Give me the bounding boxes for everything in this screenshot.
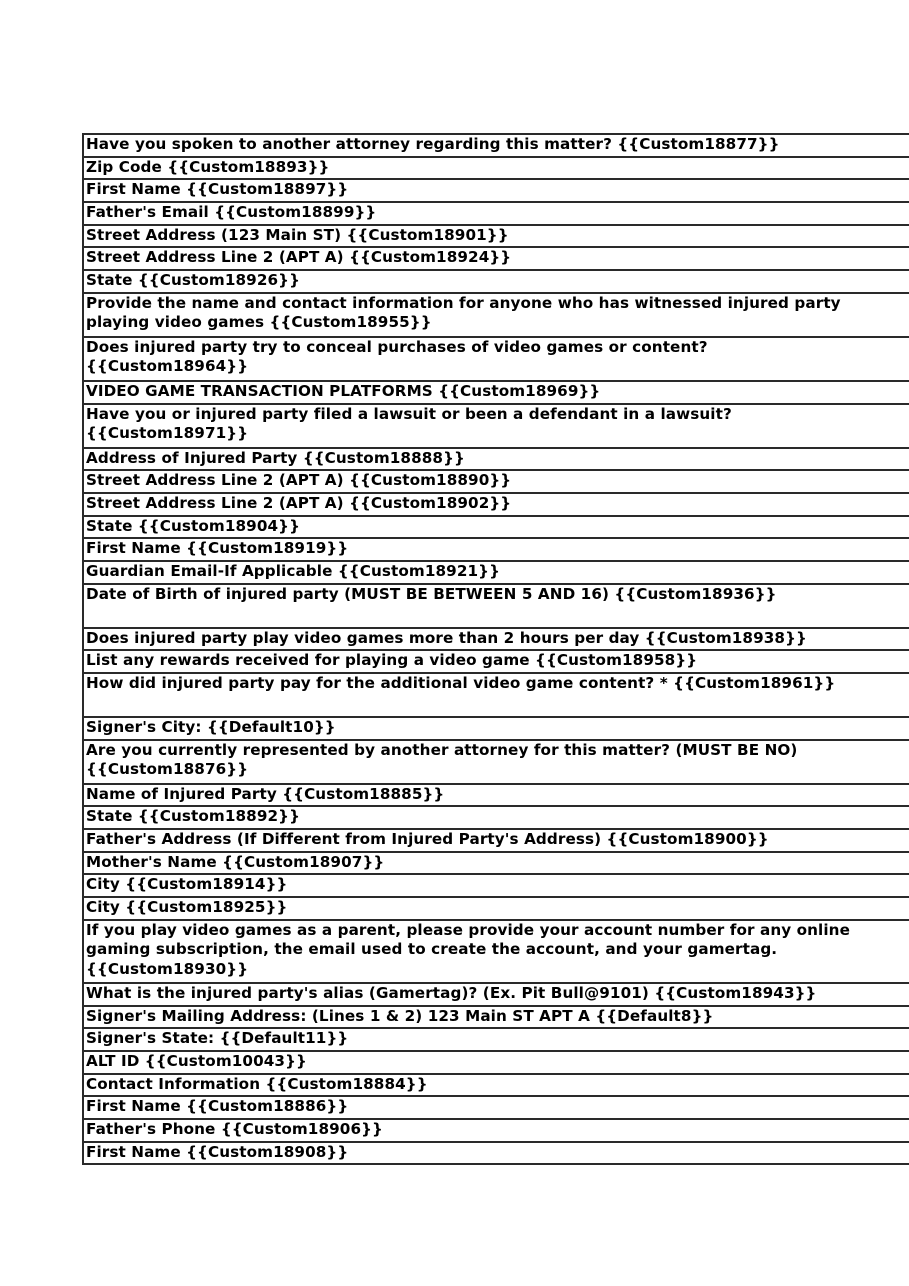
field-label-cell: Are you currently represented by another attorney for this matter? (MUST BE NO) {{Custom18876}} — [86, 740, 798, 779]
field-label-cell: What is the injured party's alias (Gamertag)? (Ex. Pit Bull@9101) {{Custom18943}} — [86, 983, 817, 1002]
field-table — [82, 133, 909, 1165]
table-row — [84, 405, 909, 449]
field-label-cell: Name of Injured Party {{Custom18885}} — [86, 784, 445, 803]
field-label-cell: Have you spoken to another attorney regarding this matter? {{Custom18877}} — [86, 135, 780, 153]
table-row — [84, 830, 909, 853]
table-row — [84, 539, 909, 562]
table-row — [84, 180, 909, 203]
field-label-cell: Signer's City: {{Default10}} — [86, 718, 336, 736]
table-row — [84, 562, 909, 585]
field-label-cell: First Name {{Custom18886}} — [86, 1097, 349, 1116]
table-row — [84, 898, 909, 921]
table-row — [84, 718, 909, 741]
field-label-cell: First Name {{Custom18919}} — [86, 539, 349, 558]
table-row — [84, 271, 909, 294]
field-label-cell: How did injured party pay for the additional video game content? * {{Custom18961}} — [86, 674, 836, 692]
table-row — [84, 921, 909, 984]
table-row — [84, 1029, 909, 1052]
field-label-cell: First Name {{Custom18908}} — [86, 1142, 349, 1161]
table-row — [84, 984, 909, 1007]
field-label-cell: Have you or injured party filed a lawsuit or been a defendant in a lawsuit? {{Custom18971}} — [86, 404, 732, 442]
table-row — [84, 875, 909, 898]
field-label-cell: Contact Information {{Custom18884}} — [86, 1074, 428, 1093]
table-row — [84, 226, 909, 249]
table-row — [84, 449, 909, 472]
table-row — [84, 741, 909, 785]
table-row — [84, 585, 909, 629]
table-row — [84, 494, 909, 517]
field-label-cell: State {{Custom18904}} — [86, 516, 300, 535]
table-row — [84, 294, 909, 338]
field-label-cell: Signer's State: {{Default11}} — [86, 1029, 349, 1048]
field-label-cell: Father's Address (If Different from Injured Party's Address) {{Custom18900}} — [86, 830, 769, 849]
field-label-cell: Street Address (123 Main ST) {{Custom18901}} — [86, 225, 509, 244]
field-label-cell: State {{Custom18892}} — [86, 807, 300, 826]
table-row — [84, 674, 909, 718]
table-row — [84, 517, 909, 540]
table-row — [84, 135, 909, 158]
field-label-cell: Does injured party try to conceal purchases of video games or content? {{Custom18964}} — [86, 337, 708, 376]
field-label-cell: City {{Custom18914}} — [86, 875, 288, 894]
table-row — [84, 651, 909, 674]
field-label-cell: List any rewards received for playing a video game {{Custom18958}} — [86, 651, 698, 670]
field-label-cell: Father's Email {{Custom18899}} — [86, 203, 377, 222]
field-label-cell: First Name {{Custom18897}} — [86, 180, 349, 199]
field-label-cell: Street Address Line 2 (APT A) {{Custom18890}} — [86, 471, 512, 490]
table-row — [84, 382, 909, 405]
field-label-cell: Provide the name and contact information for anyone who has witnessed injured party playing video games {{Custom18955}} — [86, 293, 841, 332]
field-label-cell: Street Address Line 2 (APT A) {{Custom18902}} — [86, 493, 512, 512]
table-row — [84, 1075, 909, 1098]
table-row — [84, 785, 909, 808]
table-row — [84, 338, 909, 382]
field-label-cell: Signer's Mailing Address: (Lines 1 & 2) 123 Main ST APT A {{Default8}} — [86, 1006, 714, 1025]
table-row — [84, 1120, 909, 1143]
field-label-cell: State {{Custom18926}} — [86, 271, 300, 290]
field-label-cell: Father's Phone {{Custom18906}} — [86, 1119, 383, 1138]
table-row — [84, 158, 909, 181]
field-label-cell: Zip Code {{Custom18893}} — [86, 157, 330, 176]
table-row — [84, 471, 909, 494]
field-label-cell: If you play video games as a parent, please provide your account number for any online gaming subscription, the email used to create the account, and your gamertag. {{Custom18930}} — [86, 920, 850, 978]
table-row — [84, 1007, 909, 1030]
field-label-cell: Guardian Email-If Applicable {{Custom18921}} — [86, 561, 500, 580]
table-row — [84, 807, 909, 830]
table-row — [84, 853, 909, 876]
table-row — [84, 203, 909, 226]
field-label-cell: City {{Custom18925}} — [86, 898, 288, 917]
table-row — [84, 1097, 909, 1120]
field-label-cell: Street Address Line 2 (APT A) {{Custom18924}} — [86, 248, 512, 267]
table-row — [84, 1052, 909, 1075]
field-label-cell: VIDEO GAME TRANSACTION PLATFORMS {{Custom18969}} — [86, 381, 601, 400]
table-row — [84, 1143, 909, 1166]
field-label-cell: Mother's Name {{Custom18907}} — [86, 852, 385, 871]
field-label-cell: Does injured party play video games more than 2 hours per day {{Custom18938}} — [86, 628, 807, 647]
table-row — [84, 629, 909, 652]
field-label-cell: Date of Birth of injured party (MUST BE BETWEEN 5 AND 16) {{Custom18936}} — [86, 584, 777, 603]
table-row — [84, 248, 909, 271]
field-label-cell: ALT ID {{Custom10043}} — [86, 1051, 307, 1070]
field-label-cell: Address of Injured Party {{Custom18888}} — [86, 448, 465, 467]
